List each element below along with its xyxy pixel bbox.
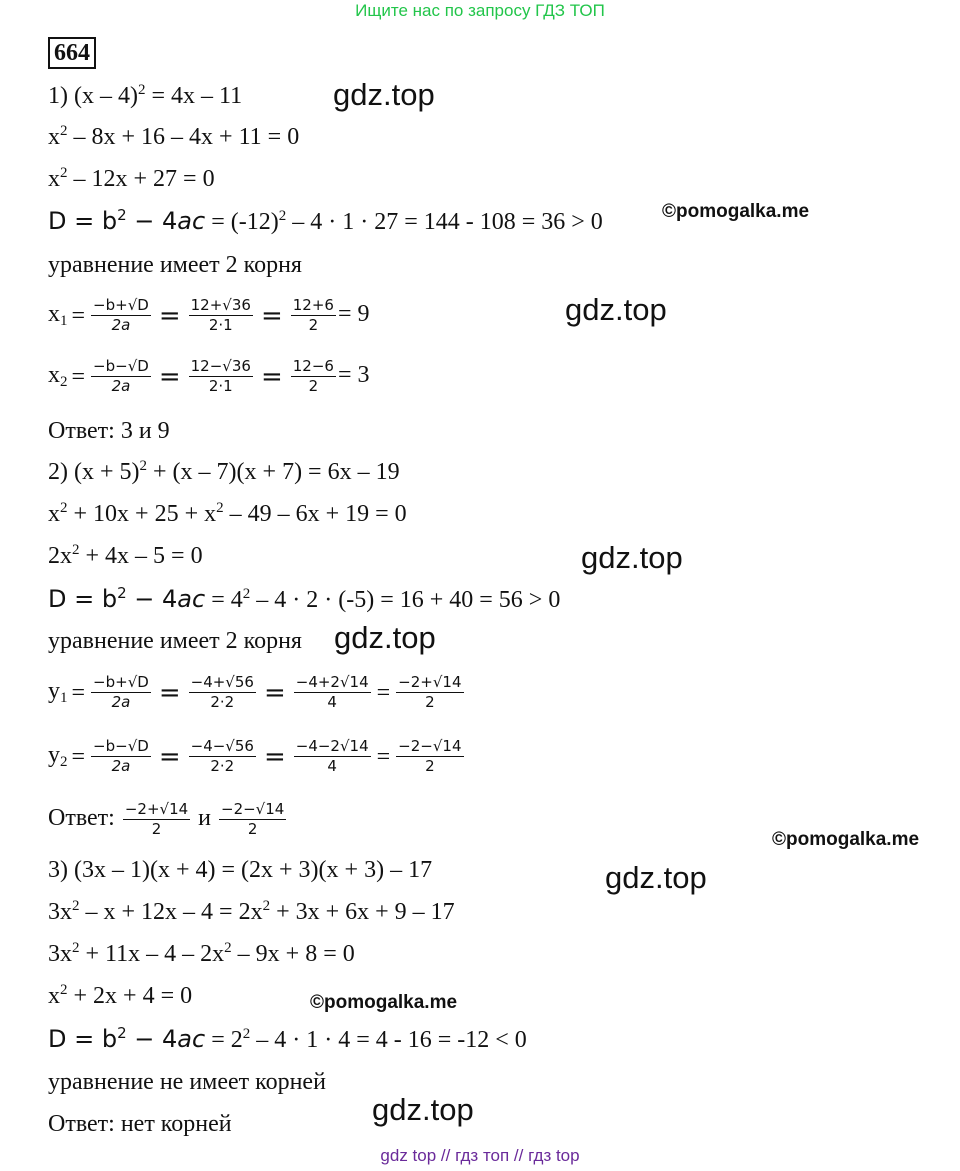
watermark-gdz-2: gdz.top — [565, 292, 667, 327]
watermark-pomogalka-2: ©pomogalka.me — [772, 829, 920, 850]
p3-line-4: $x^2 + 2x + 4 = 0$ — [48, 982, 193, 1009]
p2-line-3: $2x^2 + 4x - 5 = 0$ — [48, 542, 203, 569]
p3-line-2: $3x^2 - x + 12x - 4 = 2x^2 + 3x + 6x + 9 - 17$ — [48, 898, 455, 925]
p1-line-3: $x^2 - 12x + 27 = 0$ — [48, 165, 215, 192]
p2-note: уравнение имеет 2 корня — [48, 628, 302, 654]
p3-discriminant: $D = b^2 - 4ac = 2^2 - 4 \cdot 1 \cdot 4 = 4 - 16 = -12 < 0$ — [48, 1024, 527, 1053]
p2-line-2: $x^2 + 10x + 25 + x^2 - 49 - 6x + 19 = 0$ — [48, 500, 407, 527]
task-number: 664 — [48, 37, 96, 69]
p1-discriminant: $D = b^2 - 4ac = (-12)^2 - 4 \cdot 1 \cdot 27 = 144 - 108 = 36 > 0$ — [48, 206, 603, 235]
watermark-gdz-6: gdz.top — [372, 1092, 474, 1127]
footer-links[interactable]: gdz top // гдз топ // гдз top — [380, 1146, 580, 1165]
p2-answer: Ответ: $\frac{-2+√14}{2}$ и $\frac{-2-√14}{2}$ — [48, 800, 285, 838]
p1-line-2: $x^2 - 8x + 16 - 4x + 11 = 0$ — [48, 123, 300, 150]
p2-line-1: 2) $(x + 5)^2 + (x - 7)(x + 7) = 6x - 19$ — [48, 458, 400, 485]
watermark-pomogalka-3: ©pomogalka.me — [310, 992, 458, 1013]
p3-answer: Ответ: нет корней — [48, 1111, 232, 1137]
watermark-gdz-1: gdz.top — [333, 77, 435, 112]
p2-root-y1: $y_1$ = $\frac{-b+√D}{2a}$ = $\frac{-4+√56}{2\cdot 2}$ = $\frac{-4+2√14}{4}$ = $\frac{-2+√14}{2}$ — [48, 673, 462, 711]
watermark-pomogalka-1: ©pomogalka.me — [662, 201, 810, 222]
p3-note: уравнение не имеет корней — [48, 1069, 326, 1095]
p3-line-1: 3) (3x – 1)(x + 4) = (2x + 3)(x + 3) – 17 — [48, 857, 433, 883]
p1-root-x1: $x_1$ = $\frac{-b+√D}{2a}$ = $\frac{12+√36}{2\cdot 1}$ = $\frac{12+6}{2}$ = 9 — [48, 296, 370, 334]
watermark-gdz-5: gdz.top — [605, 860, 707, 895]
p1-root-x2: $x_2$ = $\frac{-b-√D}{2a}$ = $\frac{12-√36}{2\cdot 1}$ = $\frac{12-6}{2}$ = 3 — [48, 357, 370, 395]
watermark-gdz-3: gdz.top — [581, 540, 683, 575]
watermark-gdz-4: gdz.top — [334, 620, 436, 655]
p1-answer: Ответ: 3 и 9 — [48, 418, 170, 444]
p1-line-1: 1) (x – 4)$^2$ = 4x – 11 — [48, 82, 243, 109]
p3-line-3: $3x^2 + 11x - 4 - 2x^2 - 9x + 8 = 0$ — [48, 940, 355, 967]
p2-root-y2: $y_2$ = $\frac{-b-√D}{2a}$ = $\frac{-4-√56}{2\cdot 2}$ = $\frac{-4-2√14}{4}$ = $\frac{-2-√14}{2}$ — [48, 737, 462, 775]
top-banner[interactable]: Ищите нас по запросу ГДЗ ТОП — [355, 1, 605, 20]
p2-discriminant: $D = b^2 - 4ac = 4^2 - 4 \cdot 2 \cdot (-5) = 16 + 40 = 56 > 0$ — [48, 584, 561, 613]
p1-note: уравнение имеет 2 корня — [48, 252, 302, 278]
